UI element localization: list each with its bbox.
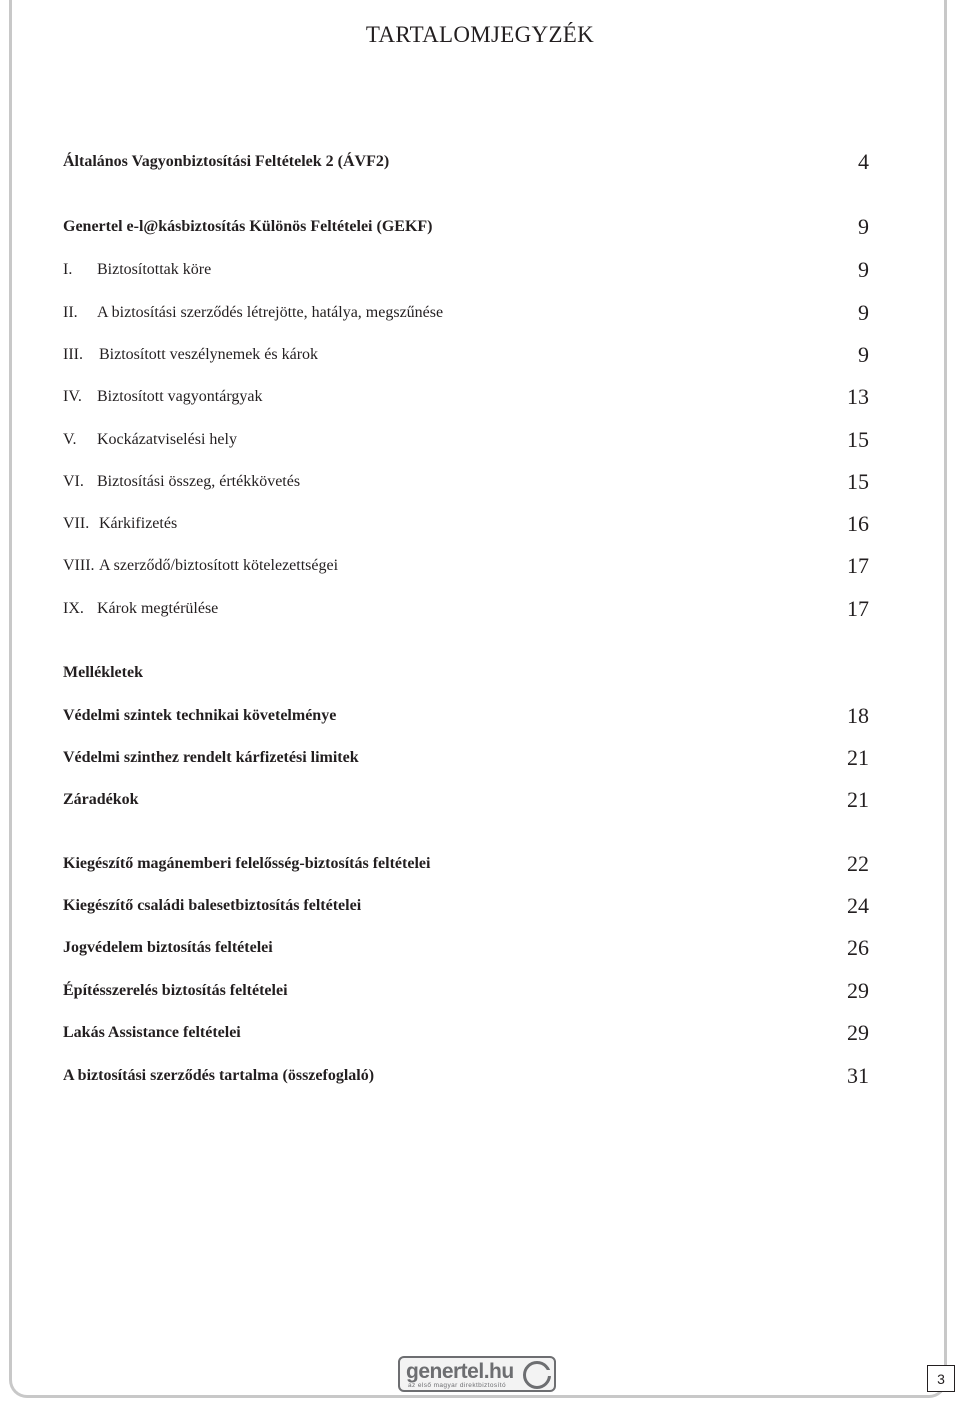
toc-entry-page: 17	[847, 553, 869, 578]
toc-entry-page: 18	[847, 703, 869, 728]
toc-entry-label	[63, 939, 273, 957]
toc-entry	[63, 380, 869, 410]
toc-entry-label	[63, 388, 262, 406]
toc-entry-text: Biztosítási összeg, értékkövetés	[97, 473, 301, 490]
logo-tagline: az első magyar direktbiztosító	[408, 1382, 506, 1389]
toc-entry	[63, 974, 869, 1004]
toc-entry	[63, 931, 869, 961]
toc-entry-page: 26	[847, 935, 869, 960]
toc-entry-page: 9	[858, 300, 869, 325]
toc-entry-text: A biztosítási szerződés létrejötte, hatálya, megszűnése	[97, 304, 444, 321]
toc-entry-number: VIII.	[63, 557, 95, 574]
toc-entry-text: Kárkifizetés	[99, 515, 178, 532]
toc-entry-page: 17	[847, 596, 869, 621]
toc-entry	[63, 507, 869, 537]
toc-entry-text: Genertel e-l@kásbiztosítás Különös Feltételei (GEKF)	[63, 218, 433, 235]
toc-entry-label	[63, 304, 443, 322]
toc-entry-label	[63, 1067, 374, 1085]
toc-entry-label	[63, 600, 218, 618]
logo-text: genertel.hu	[406, 1360, 514, 1383]
toc-entry-page: 16	[847, 511, 869, 536]
toc-entry	[63, 656, 869, 686]
toc-entry-text: Biztosított vagyontárgyak	[97, 388, 263, 405]
toc-entry-page: 9	[858, 214, 869, 239]
toc-entry-label	[63, 982, 288, 1000]
toc-entry-text: Építésszerelés biztosítás feltételei	[63, 982, 288, 999]
toc-entry-page: 15	[847, 427, 869, 452]
toc-entry-text: Károk megtérülése	[97, 600, 219, 617]
toc-entry-number: IV.	[63, 388, 82, 405]
page-number: 3	[927, 1365, 955, 1392]
toc-entry-label	[63, 557, 338, 575]
toc-entry	[63, 145, 869, 175]
toc-entry-label	[63, 707, 336, 725]
toc-entry-number: II.	[63, 304, 78, 321]
toc-entry-page: 24	[847, 893, 869, 918]
toc-entry-label	[63, 473, 300, 491]
toc-entry	[63, 296, 869, 326]
toc-entry	[63, 338, 869, 368]
toc-entry-text: Védelmi szinthez rendelt kárfizetési limitek	[63, 749, 359, 766]
toc-entry-label	[63, 1024, 241, 1042]
toc-entry-label	[63, 897, 361, 915]
toc-entry	[63, 210, 869, 240]
toc-entry	[63, 1059, 869, 1089]
toc-entry-number: III.	[63, 346, 83, 363]
toc-entry-page: 13	[847, 384, 869, 409]
toc-entry-page: 15	[847, 469, 869, 494]
toc-entry	[63, 1016, 869, 1046]
toc-entry	[63, 889, 869, 919]
toc-entry	[63, 592, 869, 622]
toc-entry-page: 29	[847, 1020, 869, 1045]
toc-entry-label	[63, 664, 143, 682]
toc-entry	[63, 699, 869, 729]
toc-entry-number: I.	[63, 261, 73, 278]
toc-entry-text: Kiegészítő családi balesetbiztosítás feltételei	[63, 897, 362, 914]
genertel-logo	[398, 1356, 556, 1392]
toc-entry-text: Védelmi szintek technikai követelménye	[63, 707, 337, 724]
toc-entry-label	[63, 855, 430, 873]
toc-entry-text: Kockázatviselési hely	[97, 431, 237, 448]
toc-entry	[63, 847, 869, 877]
toc-entry-label	[63, 153, 389, 171]
toc-entry-label	[63, 346, 318, 364]
toc-entry	[63, 741, 869, 771]
toc-entry	[63, 549, 869, 579]
toc-entry-text: Kiegészítő magánemberi felelősség-biztosítás feltételei	[63, 855, 431, 872]
toc-entry-text: A biztosítási szerződés tartalma (összefoglaló)	[63, 1067, 375, 1084]
toc-entry-text: Záradékok	[63, 791, 139, 808]
toc-entry-page: 21	[847, 745, 869, 770]
toc-entry-text: Biztosított veszélynemek és károk	[99, 346, 319, 363]
page-title: TARTALOMJEGYZÉK	[365, 22, 595, 47]
toc-entry-page: 4	[858, 149, 869, 174]
toc-entry-label	[63, 749, 359, 767]
toc-entry	[63, 253, 869, 283]
toc-entry-label	[63, 431, 237, 449]
toc-entry-text: A szerződő/biztosított kötelezettségei	[99, 557, 339, 574]
toc-entry-text: Jogvédelem biztosítás feltételei	[63, 939, 273, 956]
toc-entry-page: 21	[847, 787, 869, 812]
toc-entry-text: Általános Vagyonbiztosítási Feltételek 2 (ÁVF2)	[63, 153, 390, 170]
toc-entry-number: V.	[63, 431, 77, 448]
toc-entry-number: VI.	[63, 473, 84, 490]
toc-entry-page: 22	[847, 851, 869, 876]
toc-entry-label	[63, 791, 139, 809]
toc-entry-number: VII.	[63, 515, 90, 532]
toc-entry-page: 31	[847, 1063, 869, 1088]
toc-entry-text: Biztosítottak köre	[97, 261, 212, 278]
toc-entry-page: 9	[858, 342, 869, 367]
toc-entry-label	[63, 515, 177, 533]
toc-entry	[63, 465, 869, 495]
toc-entry-page: 9	[858, 257, 869, 282]
toc-entry-text: Mellékletek	[63, 664, 143, 681]
toc-entry-label	[63, 218, 432, 236]
toc-entry-text: Lakás Assistance feltételei	[63, 1024, 241, 1041]
toc-entry-page: 29	[847, 978, 869, 1003]
logo-g-icon	[523, 1361, 551, 1389]
toc-entry-label	[63, 261, 211, 279]
toc-entry	[63, 783, 869, 813]
toc-entry-number: IX.	[63, 600, 84, 617]
toc-entry	[63, 423, 869, 453]
